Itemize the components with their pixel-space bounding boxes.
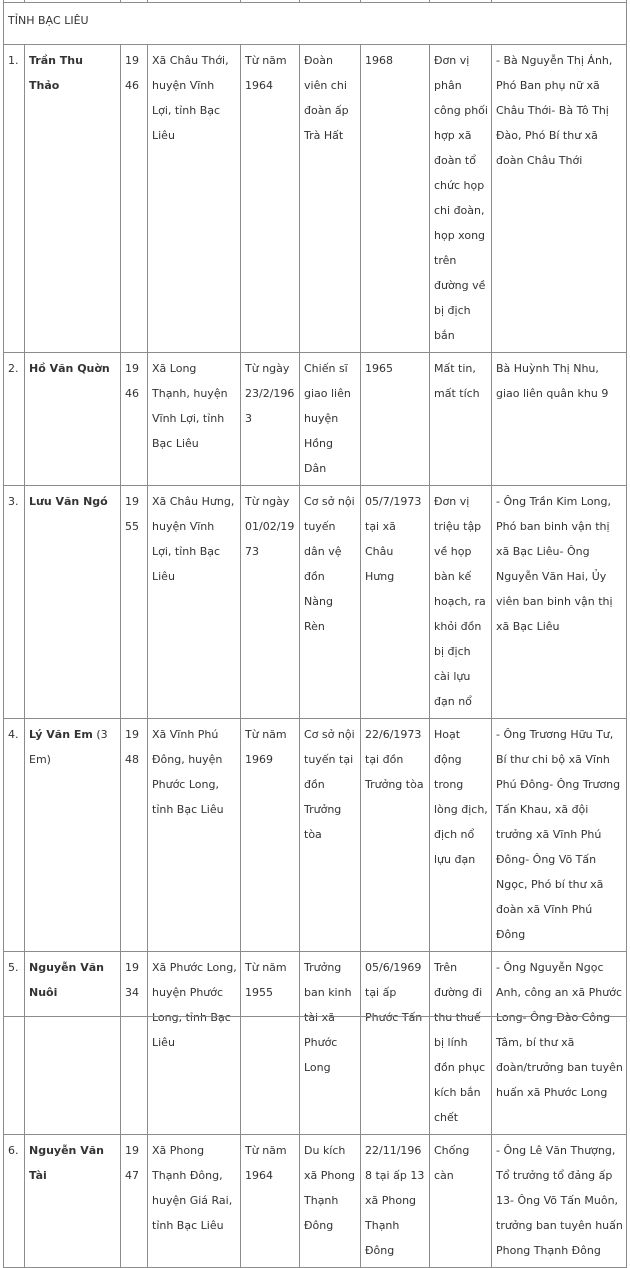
death-date-place: 22/6/1973 tại đồn Trưởng tòa [361,719,430,952]
death-date-place: 05/6/1969 tại ấp Phước Tấn [361,952,430,1135]
circumstance: Đơn vị triệu tập về họp bàn kế hoạch, ra khỏi đồn bị địch cài lựu đạn nổ [430,486,492,719]
table-row [4,45,627,353]
circumstance: Đơn vị phân công phối hợp xã đoàn tổ chức họp chi đoàn, họp xong trên đường về bị địch bắn [430,45,492,353]
hometown: Xã Phong Thạnh Đông, huyện Giá Rai, tỉnh Bạc Liêu [148,1135,241,1268]
martyr-name: Nguyễn Văn Nuôi [29,961,104,999]
joined-date: Từ năm 1955 [241,952,300,1135]
table-bottom-rule [3,1016,626,1017]
martyr-name-cell [25,952,121,1135]
row-number: 3. [4,486,25,719]
martyr-name: Lưu Văn Ngó [29,495,108,508]
martyr-name-cell [25,1135,121,1268]
birth-year: 1946 [121,45,148,353]
joined-date: Từ ngày 23/2/1963 [241,353,300,486]
martyr-name-cell [25,353,121,486]
hometown: Xã Châu Thới, huyện Vĩnh Lợi, tỉnh Bạc Liêu [148,45,241,353]
row-number: 2. [4,353,25,486]
circumstance: Chống càn [430,1135,492,1268]
witnesses: Bà Huỳnh Thị Nhu, giao liên quân khu 9 [492,353,627,486]
death-date-place: 1965 [361,353,430,486]
row-number: 6. [4,1135,25,1268]
birth-year: 1948 [121,719,148,952]
martyr-name-cell [25,45,121,353]
witnesses: - Ông Nguyễn Ngọc Anh, công an xã Phước Long- Ông Đào Công Tâm, bí thư xã đoàn/trưởng ban tuyên huấn xã Phước Long [492,952,627,1135]
position: Trưởng ban kinh tài xã Phước Long [300,952,361,1135]
martyr-name: Nguyễn Văn Tài [29,1144,104,1182]
hometown: Xã Phước Long, huyện Phước Long, tỉnh Bạc Liêu [148,952,241,1135]
death-date-place: 05/7/1973 tại xã Châu Hưng [361,486,430,719]
martyrs-table [3,0,627,1268]
death-date-place: 22/11/1968 tại ấp 13 xã Phong Thạnh Đông [361,1135,430,1268]
row-number: 5. [4,952,25,1135]
province-heading: TỈNH BẠC LIÊU [4,3,627,45]
witnesses: - Ông Lê Văn Thượng, Tổ trưởng tổ đảng ấp 13- Ông Võ Tấn Muôn, trưởng ban tuyên huấn Phong Thạnh Đông [492,1135,627,1268]
table-row [4,353,627,486]
witnesses: - Ông Trần Kim Long, Phó ban binh vận thị xã Bạc Liêu- Ông Nguyễn Văn Hai, Ủy viên ban binh vận thị xã Bạc Liêu [492,486,627,719]
table-row [4,952,627,1135]
position: Chiến sĩ giao liên huyện Hồng Dân [300,353,361,486]
position: Du kích xã Phong Thạnh Đông [300,1135,361,1268]
joined-date: Từ ngày 01/02/1973 [241,486,300,719]
circumstance: Hoạt động trong lòng địch, địch nổ lựu đạn [430,719,492,952]
hometown: Xã Châu Hưng, huyện Vĩnh Lợi, tỉnh Bạc Liêu [148,486,241,719]
circumstance: Mất tin, mất tích [430,353,492,486]
martyr-alias: (3 Em) [29,728,108,766]
birth-year: 1955 [121,486,148,719]
position: Đoàn viên chi đoàn ấp Trà Hất [300,45,361,353]
joined-date: Từ năm 1964 [241,45,300,353]
hometown: Xã Long Thạnh, huyện Vĩnh Lợi, tỉnh Bạc Liêu [148,353,241,486]
witnesses: - Bà Nguyễn Thị Ánh, Phó Ban phụ nữ xã Châu Thới- Bà Tô Thị Đào, Phó Bí thư xã đoàn Châu Thới [492,45,627,353]
circumstance: Trên đường đi thu thuế bị lính đồn phục kích bắn chết [430,952,492,1135]
martyr-name: Hồ Văn Quờn [29,362,110,375]
position: Cơ sở nội tuyến dân vệ đồn Nàng Rèn [300,486,361,719]
martyr-name-cell [25,486,121,719]
birth-year: 1934 [121,952,148,1135]
witnesses: - Ông Trương Hữu Tư, Bí thư chi bộ xã Vĩnh Phú Đông- Ông Trương Tấn Khau, xã đội trưởng xã Vĩnh Phú Đông- Ông Võ Tấn Ngọc, Phó bí thư xã đoàn xã Vĩnh Phú Đông [492,719,627,952]
death-date-place: 1968 [361,45,430,353]
joined-date: Từ năm 1964 [241,1135,300,1268]
table-row [4,1135,627,1268]
martyr-name-cell [25,719,121,952]
martyr-name: Lý Văn Em [29,728,93,741]
joined-date: Từ năm 1969 [241,719,300,952]
table-row [4,719,627,952]
birth-year: 1947 [121,1135,148,1268]
province-row [4,3,627,45]
martyr-name: Trần Thu Thảo [29,54,83,92]
table-row [4,486,627,719]
position: Cơ sở nội tuyến tại đồn Trưởng tòa [300,719,361,952]
row-number: 1. [4,45,25,353]
birth-year: 1946 [121,353,148,486]
hometown: Xã Vĩnh Phú Đông, huyện Phước Long, tỉnh Bạc Liêu [148,719,241,952]
row-number: 4. [4,719,25,952]
